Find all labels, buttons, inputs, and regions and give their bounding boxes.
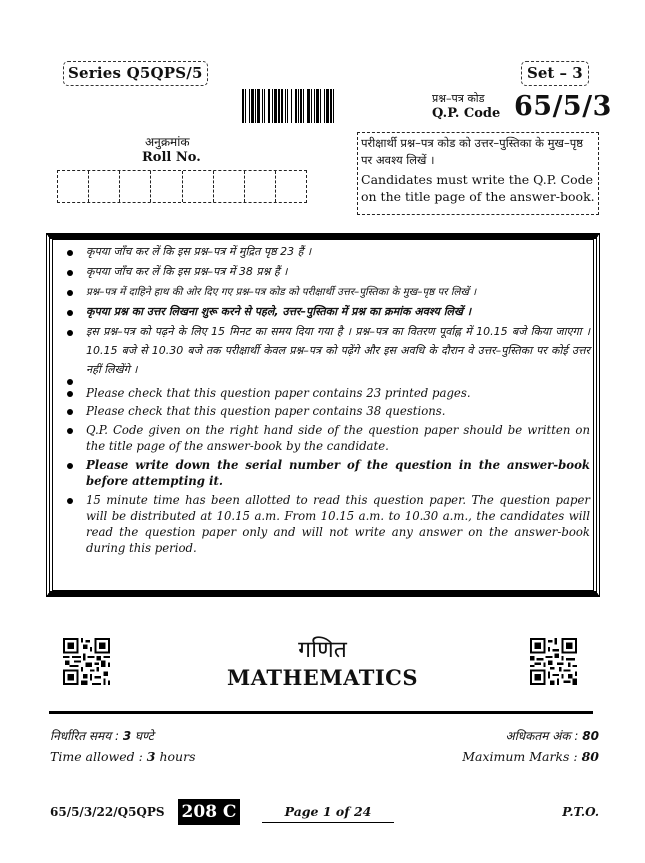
instruction-english-item [60,457,590,489]
series-label: Series Q5QPS/5 [63,61,208,86]
pto-label: P.T.O. [562,805,599,819]
time-label: Time allowed : [50,749,147,764]
instruction-english-item [60,422,590,454]
time-allowed-hindi [50,727,154,744]
time-value: 3 [146,749,156,764]
instruction-english-item [60,492,590,557]
instruction-hindi-item: इस प्रश्न–पत्र को पढ़ने के लिए 15 मिनट का समय दिया गया है । प्रश्न–पत्र का वितरण पूर्वाह्न में 10.15 बजे किया जाएगा । 10.15 बजे से 10.30 बजे तक परीक्षार्थी केवल प्रश्न–पत्र को पढ़ेंगे और इस अवधि के दौरान वे उत्तर–पुस्तिका पर कोई उत्तर नहीं लिखेंगे । [60,322,590,379]
footer-paper-code: 65/5/3/22/Q5QPS [50,805,165,819]
time-label-hindi: निर्धारित समय : [50,729,123,743]
subject-title-hindi: गणित [298,637,347,663]
time-unit: hours [155,749,196,764]
instruction-english-text: Please check that this question paper contains 23 printed pages. [86,385,471,400]
instruction-hindi-item: कृपया जाँच कर लें कि इस प्रश्न–पत्र में मुद्रित पृष्ठ 23 हैं । [60,242,590,262]
roll-no-cell[interactable] [276,171,306,202]
subject-title: MATHEMATICS [226,665,419,690]
divider-line [49,711,593,714]
qp-code-value: 65/5/3 [514,91,612,122]
roll-no-cell[interactable] [89,171,120,202]
time-value-hindi: 3 [122,729,132,743]
instruction-hindi-item: कृपया जाँच कर लें कि इस प्रश्न–पत्र में 38 प्रश्न हैं । [60,262,590,282]
roll-no-cell[interactable] [214,171,245,202]
roll-no-label-hindi: अनुक्रमांक [145,135,190,149]
qp-code-label [432,91,500,121]
qp-code-label-english: Q.P. Code [432,106,501,121]
roll-no-cell[interactable] [120,171,151,202]
instruction-english-item [60,403,590,419]
spacer [60,379,590,382]
marks-label-hindi: अधिकतम अंक : [505,729,583,743]
set-label: Set – 3 [521,61,589,86]
instruction-english-text: Please check that this question paper contains 38 questions. [86,404,446,419]
roll-no-cell[interactable] [245,171,276,202]
roll-no-cell[interactable] [58,171,89,202]
footer-badge: 208 C [178,799,240,825]
roll-no-label: Roll No. [142,150,201,165]
qp-code-label-hindi: प्रश्न–पत्र कोड [432,92,485,105]
roll-no-cell[interactable] [151,171,182,202]
roll-no-cell[interactable] [183,171,214,202]
maximum-marks-hindi [506,727,599,744]
instructions-box [46,233,600,597]
marks-label: Maximum Marks : [462,749,582,764]
instruction-english-text: Q.P. Code given on the right hand side of the question paper should be written on the title page of the answer-book by the candidate. [86,422,590,454]
instruction-hindi-item: प्रश्न–पत्र में दाहिने हाथ की ओर दिए गए प्रश्न–पत्र कोड को परीक्षार्थी उत्तर–पुस्तिका के मुख–पृष्ठ पर लिखें । [60,282,590,302]
roll-no-grid[interactable] [57,170,307,203]
marks-value-hindi: 80 [582,729,599,743]
time-allowed [50,749,196,764]
instruction-english-text: Please write down the serial number of the question in the answer-book before attempting it. [86,457,590,489]
maximum-marks [462,749,599,764]
candidate-note-box [357,132,599,215]
qr-code-icon [530,638,577,685]
instruction-english-text: 15 minute time has been allotted to read this question paper. The question paper will be distributed at 10.15 a.m. From 10.15 a.m. to 10.30 a.m., the candidates will read the question paper only and will not write any answer on the answer-book during this period. [86,492,590,556]
candidate-note-hindi: परीक्षार्थी प्रश्न–पत्र कोड को उत्तर–पुस्तिका के मुख–पृष्ठ पर अवश्य लिखें । [361,136,583,167]
instructions-list [60,242,590,557]
marks-value: 80 [581,749,599,764]
barcode-icon [242,89,368,123]
candidate-note-english: Candidates must write the Q.P. Code on the title page of the answer-book. [361,172,595,204]
page-number: Page 1 of 24 [262,802,394,823]
time-unit-hindi: घण्टे [131,729,154,743]
instruction-hindi-item: कृपया प्रश्न का उत्तर लिखना शुरू करने से पहले, उत्तर–पुस्तिका में प्रश्न का क्रमांक अवश्य लिखें । [60,302,590,322]
instruction-english-item [60,385,590,401]
